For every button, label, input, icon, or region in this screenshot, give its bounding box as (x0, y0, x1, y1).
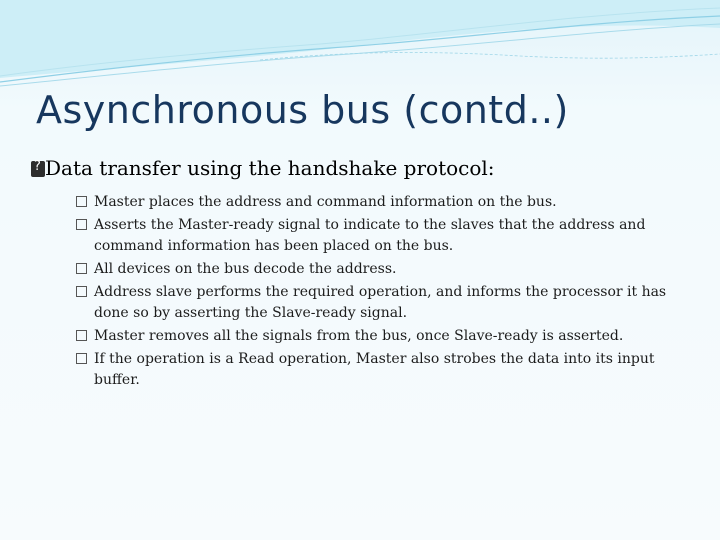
bullet-text: Address slave performs the required operation, and informs the processor it has done so by asserting the Slave-ready signal. (94, 284, 667, 321)
bullet-text: All devices on the bus decode the address. (94, 261, 397, 277)
empty-box-icon (76, 263, 87, 274)
empty-box-icon (76, 330, 87, 341)
lead-text: Data transfer using the handshake protocol: (45, 156, 495, 180)
lead-bullet (31, 156, 495, 180)
bullet-item (76, 192, 696, 213)
bullet-item (76, 326, 696, 347)
bullet-item (76, 349, 696, 391)
bullet-text: Master places the address and command information on the bus. (94, 194, 557, 210)
empty-box-icon (76, 196, 87, 207)
bullet-list (76, 192, 696, 393)
replacement-glyph-icon (31, 161, 45, 177)
empty-box-icon (76, 353, 87, 364)
empty-box-icon (76, 219, 87, 230)
header-wave-decoration (0, 0, 720, 90)
bullet-item (76, 259, 696, 280)
bullet-item (76, 215, 696, 257)
empty-box-icon (76, 286, 87, 297)
bullet-text: Master removes all the signals from the bus, once Slave-ready is asserted. (94, 328, 624, 344)
bullet-item (76, 282, 696, 324)
slide-title: Asynchronous bus (contd..) (36, 88, 569, 132)
bullet-text: If the operation is a Read operation, Master also strobes the data into its input buffer. (94, 351, 655, 388)
bullet-text: Asserts the Master-ready signal to indicate to the slaves that the address and command information has been placed on the bus. (94, 217, 646, 254)
